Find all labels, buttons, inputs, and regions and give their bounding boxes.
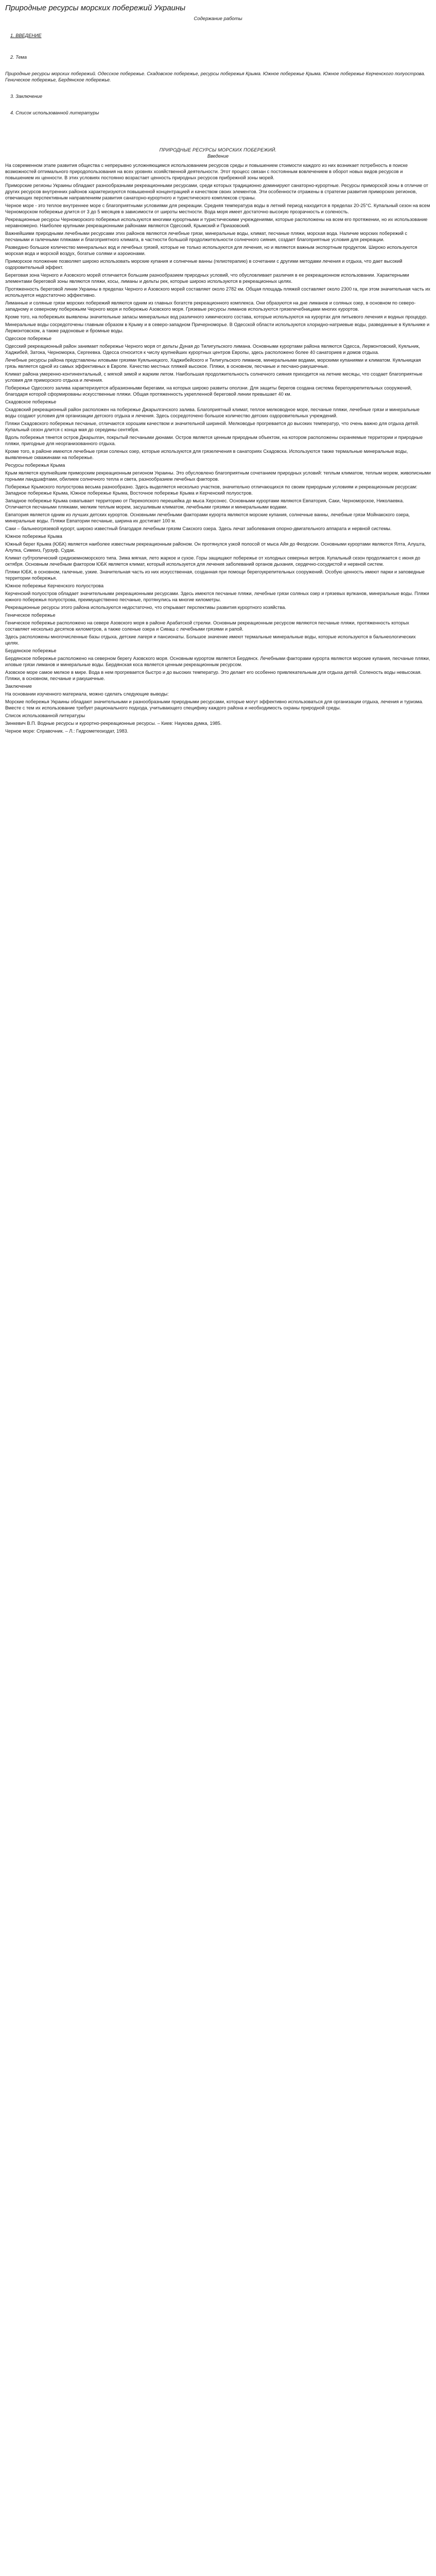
paragraph: Климат субтропический средиземноморского типа. Зима мягкая, лето жаркое и сухое. Горы защищают побережье от холодных северных ветров. Купальный сезон продолжается с июня до октября. Основным лечебным фактором ЮБК является климат, который используется для лечения заболеваний органов дыхания, сердечно-сосудистой и нервной систем. [5,555,421,567]
paragraph: Разведано большое количество минеральных вод и лечебных грязей, которые не только используются для лечения, но и являются важным экспортным продуктом. Широко используются морская вода и морской воздух, богатые солями и аэроионами. [5,244,417,256]
paragraph: Морские побережья Украины обладают значительными и разнообразными природными ресурсами, которые могут эффективно использоваться для организации отдыха, лечения и туризма. Вместе с тем их использование требует рационального подхода, учитывающего специфику каждого района и необходимость охраны природной среды. [5,699,424,710]
paragraph: Пляжи ЮБК, в основном, галечные, узкие. Значительная часть из них искусственная, созданная при помощи берегоукрепительных сооружений. Особую ценность имеют парки и заповедные территории побережья. [5,569,425,581]
paragraph: Кроме того, в районе имеются лечебные грязи соленых озер, которые используются для грязелечения в санаториях Скадовска. Используются также термальные минеральные воды, выявленные скважинами на побережье. [5,448,408,460]
paragraph: Бердянское побережье [5,648,57,653]
toc-item-introduction[interactable]: 1. ВВЕДЕНИЕ [10,32,42,38]
bibliography-item: Зинкевич В.П. Водные ресурсы и курортно-рекреационные ресурсы. – Киев: Наукова думка, 1985. [5,720,222,726]
paragraph: Евпатория является одним из лучших детских курортов. Основными лечебными факторами курорта являются морские купания, солнечные ванны, лечебные грязи Мойнакского озера, минеральные воды. Пляжи Евпатории песчаные, ширина их достигает 100 м. [5,512,410,523]
paragraph: На основании изученного материала, можно сделать следующие выводы: [5,691,169,697]
paragraph: Скадовское побережье [5,399,57,404]
paragraph: Вдоль побережья тянется остров Джарылгач, покрытый песчаными дюнами. Остров является ценным природным объектом, на котором расположены охраняемые территории и природные пляжи, пригодные для неорганизованного отдыха. [5,434,423,446]
paragraph: Ресурсы побережья Крыма [5,462,65,468]
paragraph: Побережье Одесского залива характеризуется абразионными берегами, на которых широко развиты оползни. Для защиты берегов создана система берегоукрепительных сооружений, благодаря которой сформированы искусственные пляжи. Общая протяженность укрепленной береговой линии превышает 40 км. [5,385,412,397]
paragraph: Лечебные ресурсы района представлены иловыми грязями Куяльницкого, Хаджибейского и Тилигульского лиманов, минеральными водами, морскими купаниями и климатом. Куяльницкая грязь является одной из самых эффективных в Европе. Качество местных пляжей высокое. Пляжи, в основном, песчаные и песчано-ракушечные. [5,357,421,369]
paragraph: Скадовский рекреационный район расположен на побережье Джарылгачского залива. Благоприятный климат, теплое мелководное море, песчаные пляжи, лечебные грязи и минеральные воды создают условия для организации детского отдыха и лечения. Здесь сосредоточено большое количество детских оздоровительных учреждений. [5,406,420,418]
paragraph: Крым является крупнейшим приморским рекреационным регионом Украины. Это обусловлено благоприятным сочетанием природных условий: теплым климатом, теплым морем, живописными горными ландшафтами, обилием солнечного тепла и света, разнообразием лечебных факторов. [5,470,431,482]
paragraph: Рекреационные ресурсы Черноморского побережья используются многими курортными и туристическими учреждениями, которые расположены на всем его протяжении, но их использование неравномерно. Наиболее крупными рекреационными районами являются Одесский, Крымский и Приазовский. [5,216,428,228]
paragraph: Здесь расположены многочисленные базы отдыха, детские лагеря и пансионаты. Большое значение имеют термальные минеральные воды, которые используются в бальнеологических целях. [5,634,416,646]
paragraph: На современном этапе развития общества с непрерывно усложняющимся использованием ресурсов среды и повышением стоимости каждого из них возникает потребность в поиске возможностей оптимального природопользования на всех уровнях хозяйственной деятельности. Этот процесс связан с постоянным вовлечением в оборот новых видов ресурсов и повышением их ценности. В этих условиях постоянно возрастает ценность природных ресурсов прибрежной зоны морей. [5,162,408,180]
document-title: Природные ресурсы морских побережий Украины [5,4,186,12]
bibliography-item: Черное море: Справочник. – Л.: Гидрометеоиздат, 1983. [5,728,129,734]
paragraph: Кроме того, на побережьях выявлены значительные запасы минеральных вод различного химического состава, которые используются на курортах для питьевого лечения и водных процедур. [5,314,428,319]
paragraph: Саки – бальнеогрязевой курорт, широко известный благодаря лечебным грязям Сакского озера. Здесь лечат заболевания опорно-двигательного аппарата и нервной системы. [5,526,392,531]
bibliography [5,713,431,734]
toc-item-bibliography: 4. Список использованной литературы [10,110,99,115]
paragraph: Пляжи Скадовского побережья песчаные, отличаются хорошим качеством и значительной шириной. Мелководье прогревается до высоких температур, что очень важно для отдыха детей. Купальный сезон длится с конца мая до середины сентября. [5,420,420,432]
toc-topic-description: Природные ресурсы морских побережий. Одесское побережье. Скадовское побережье, ресурсы побережья Крыма. Южное побережье Крыма. Южное побережье Керченского полуострова. Геническое побережье, Бердянское побережье. [5,71,426,82]
paragraph: Протяженность береговой линии Украины в пределах Черного и Азовского морей составляет около 2782 км. Общая площадь пляжей составляет около 2300 га, при этом значительная часть их используется недостаточно эффективно. [5,286,430,298]
paragraph: Побережье Крымского полуострова весьма разнообразно. Здесь выделяется несколько участков, значительно отличающихся по своим природным условиям и рекреационным ресурсам: Западное побережье Крыма, Южное побережье Крыма, Восточное побережье Крыма и Керченский полуостров. [5,484,417,496]
section-subheading: Введение [207,153,229,159]
contents-heading: Содержание работы [194,15,242,22]
paragraph: Одесское побережье [5,335,52,341]
paragraph: Одесский рекреационный район занимает побережье Черного моря от дельты Дуная до Тилигульского лимана. Основными курортами района являются Одесса, Лермонтовский, Куяльник, Хаджибей, Затока, Черноморка, Сергеевка. Одесса относится к числу крупнейших курортных центров Европы, здесь расположено более 40 санаториев и домов отдыха. [5,343,420,355]
paragraph: Западное побережье Крыма охватывает территорию от Перекопского перешейка до мыса Херсонес. Основными курортами являются Евпатория, Саки, Черноморское, Николаевка. Отличается песчаными пляжами, мелким теплым морем, засушливым климатом, лечебными грязями и минеральными водами. [5,498,404,510]
document [0,0,436,734]
paragraph: Рекреационные ресурсы этого района используются недостаточно, что открывает перспективы развития курортного хозяйства. [5,604,286,610]
section-heading: ПРИРОДНЫЕ РЕСУРСЫ МОРСКИХ ПОБЕРЕЖИЙ. [159,147,277,152]
paragraph: Приморские регионы Украины обладают разнообразными рекреационными ресурсами, среди которых традиционно доминируют санаторно-курортные. Ресурсы приморской зоны в отличие от других ресурсов внутренних районов характеризуются повышенной концентрацией и качеством своих элементов. Эти особенности отражены в стратегии развития приморских регионов, отвечающих перспективным направлениям развития санаторно-курортного и туристического комплексов страны. [5,182,428,200]
paragraph: Южное побережье Крыма [5,533,62,539]
paragraph: Заключение [5,683,32,689]
paragraph: Минеральные воды сосредоточены главным образом в Крыму и в северо-западном Причерноморье. В Одесской области используются хлоридно-натриевые воды, разведанные в Куяльнике и Лермонтовском, а также радоновые и бромные воды. [5,321,430,333]
paragraph: Приморское положение позволяет широко использовать морские купания и солнечные ванны (гелиотерапию) в сочетании с другими методами лечения и отдыха, что дает высокий оздоровительный эффект. [5,258,403,270]
paragraph: Южное побережье Керченского полуострова [5,583,104,588]
paragraph: Черное море - это теплое внутреннее море с благоприятными условиями для рекреации. Средняя температура воды в летний период находится в пределах 20-25°С. Купальный сезон на всем Черноморском побережье длится от 3 до 5 месяцев в зависимости от широты местности. Вода моря имеет достаточно высокую прозрачность и соленость. [5,202,430,214]
paragraph: Важнейшими природными лечебными ресурсами этих районов являются лечебные грязи, минеральные воды, климат, песчаные пляжи, морская вода. Наличие морских побережий с песчаными и галечными пляжами и благоприятного климата, в частности большой продолжительности солнечного сияния, создает благоприятные условия для рекреации. [5,230,408,242]
paragraph: Климат района умеренно-континентальный, с мягкой зимой и жарким летом. Наибольшая продолжительность солнечного сияния приходится на летние месяцы, что создает благоприятные условия для приморского отдыха и лечения. [5,371,423,383]
paragraph: Геническое побережье [5,612,56,618]
toc-item-conclusion: 3. Заключение [10,93,43,99]
paragraph: Южный берег Крыма (ЮБК) является наиболее известным рекреационным районом. Он протянулся узкой полосой от мыса Айя до Феодосии. Основными курортами являются Ялта, Алушта, Алупка, Симеиз, Гурзуф, Судак. [5,541,426,553]
paragraph: Бердянское побережье расположено на северном берегу Азовского моря. Основным курортом является Бердянск. Лечебными факторами курорта являются морские купания, песчаные пляжи, иловые грязи лиманов и минеральные воды. Бердянская коса является ценным рекреационным ресурсом. [5,655,430,667]
paragraph: Лиманные и соляные грязи морских побережий являются одним из главных богатств рекреационного комплекса. Они образуются на дне лиманов и соляных озер, в основном по северо-западному и северному побережьям Черного моря и побережью Азовского моря. Грязевые ресурсы лиманов используются грязелечебницами многих курортов. [5,300,416,312]
bibliography-heading: Список использованной литературы [5,713,85,718]
paragraph: Геническое побережье расположено на севере Азовского моря в районе Арабатской стрелки. Основным рекреационным ресурсом являются песчаные пляжи, протяженность которых составляет несколько десятков километров, а также соленые озера и Сиваш с лечебными грязями и рапой. [5,620,409,632]
paragraph: Азовское море самое мелкое в мире. Вода в нем прогревается быстро и до высоких температур. Это делает его особенно привлекательным для отдыха детей. Соленость воды невысокая. Пляжи, в основном, песчаные и ракушечные. [5,669,422,681]
paragraph: Береговая зона Черного и Азовского морей отличается большим разнообразием природных условий, что обусловливает различия в ее рекреационном использовании. Характерными элементами береговой зоны являются пляжи, косы, лиманы и дельты рек, которые широко используются в рекреационных целях. [5,272,409,284]
paragraph: Керченский полуостров обладает значительными рекреационными ресурсами. Здесь имеются песчаные пляжи, лечебные грязи соляных озер и грязевых вулканов, минеральные воды. Пляжи южного побережья полуострова, преимущественно песчаные, протянулись на многие километры. [5,590,429,602]
body-text [5,162,431,711]
toc-item-topic: 2. Тема [10,54,27,60]
